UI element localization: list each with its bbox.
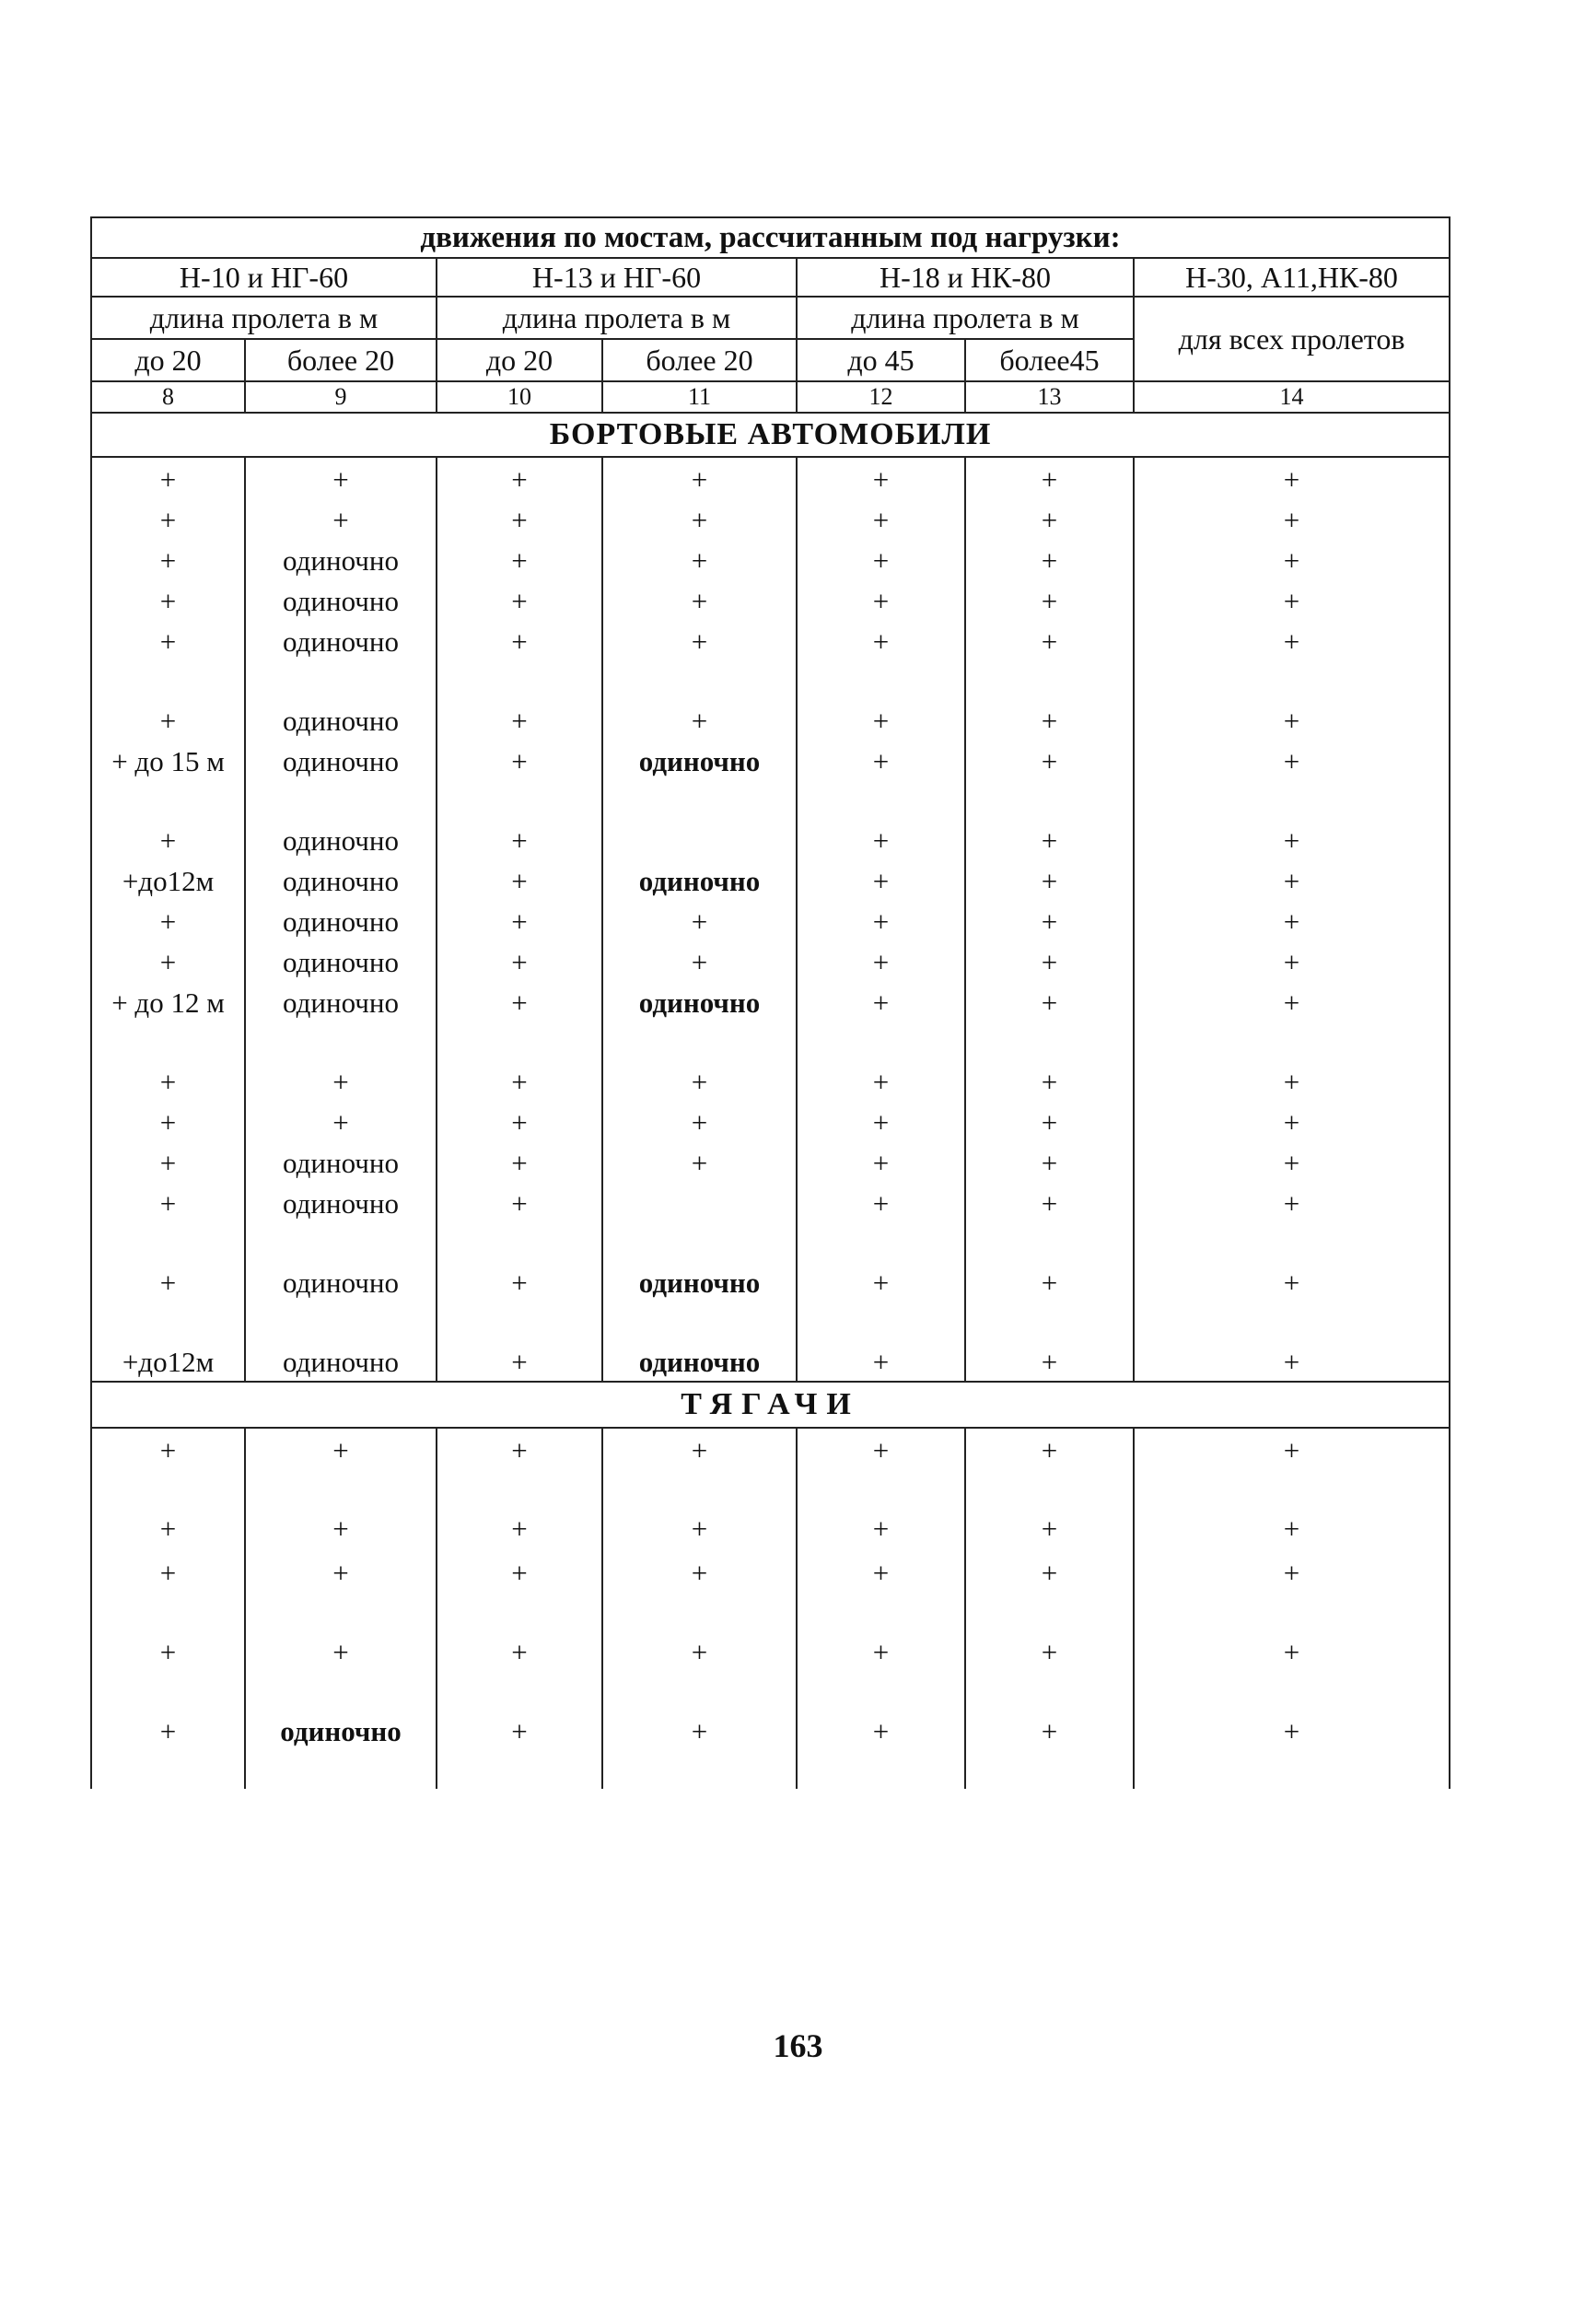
table-row [91,579,1450,620]
table-cell: + [797,1340,965,1382]
table-cell: + [797,1060,965,1101]
table-cell: + [437,1507,602,1551]
table-cell: + [797,579,965,620]
table-cell: + [602,1101,797,1141]
table-cell: + [965,1261,1134,1340]
column-number: 14 [1134,381,1450,413]
table-cell: + [797,859,965,900]
table-cell: одиночно [245,981,437,1060]
table-cell: + [91,579,245,620]
table-cell: + [437,819,602,859]
table-cell: + [245,1551,437,1630]
table-cell: + [437,740,602,819]
table-row [91,1141,1450,1182]
table-cell: + [91,1182,245,1261]
table-cell: + [965,1630,1134,1710]
table-cell: + [965,620,1134,699]
table-row [91,539,1450,579]
table-cell: + [797,1630,965,1710]
table-cell: + [1134,859,1450,900]
table-cell: + [437,620,602,699]
table-cell: одиночно [602,981,797,1060]
table-cell: + [1134,1182,1450,1261]
table-cell: + [437,1340,602,1382]
span-label-all: для всех пролетов [1134,297,1450,381]
table-cell: + [1134,1710,1450,1789]
table-cell: + [965,859,1134,900]
table-cell: + [797,1182,965,1261]
table-cell: + [602,539,797,579]
section-body-tractors [91,1428,1450,1789]
subheader-col11: более 20 [602,339,797,381]
table-cell: + [602,900,797,940]
table-cell: + [797,1141,965,1182]
subheader-col8: до 20 [91,339,245,381]
table-cell: + [437,1261,602,1340]
subheader-col9: более 20 [245,339,437,381]
table-row [91,457,1450,498]
table-cell: + [245,1060,437,1101]
table-cell [602,1182,797,1261]
table-cell: + [437,981,602,1060]
table-cell: + [602,1551,797,1630]
table-cell: + [437,699,602,740]
table-cell: + [602,699,797,740]
table-row [91,981,1450,1060]
table-cell: + [1134,1428,1450,1507]
table-cell: + [1134,539,1450,579]
table-cell: + [602,620,797,699]
table-cell: + [91,1507,245,1551]
table-cell: + [797,1101,965,1141]
table-cell: + [1134,900,1450,940]
table-cell: одиночно [602,1261,797,1340]
table-row [91,1507,1450,1551]
table-cell: + [965,539,1134,579]
table-cell: + [965,940,1134,981]
page-number: 163 [773,2027,823,2064]
subheader-col13: более45 [965,339,1134,381]
table-cell: одиночно [245,1261,437,1340]
table-cell: + [1134,579,1450,620]
span-label-n13: длина пролета в м [437,297,797,339]
table-cell: + [602,1710,797,1789]
table-cell: + [602,1141,797,1182]
group-header-n13: Н-13 и НГ-60 [437,258,797,297]
table-row [91,620,1450,699]
table-cell: + [91,1261,245,1340]
table-cell: +до12м [91,1340,245,1382]
table-cell: одиночно [245,699,437,740]
table-cell: + [1134,940,1450,981]
table-cell: + [965,1507,1134,1551]
table-cell: одиночно [245,740,437,819]
column-number: 12 [797,381,965,413]
table-cell: + до 15 м [91,740,245,819]
table-cell: + [965,1551,1134,1630]
table-cell: + [245,498,437,539]
table-cell: + [1134,699,1450,740]
table-row [91,740,1450,819]
table-row [91,1261,1450,1340]
table-cell: + [437,900,602,940]
table-cell: + [437,1141,602,1182]
table-cell: + [437,1428,602,1507]
table-cell: + [245,1630,437,1710]
table-cell: + [437,457,602,498]
table-cell: + [1134,981,1450,1060]
table-cell: + [437,1710,602,1789]
table-cell: одиночно [602,740,797,819]
table-cell: + [91,1710,245,1789]
table-cell: + [91,1060,245,1101]
column-number: 13 [965,381,1134,413]
section-body-flatbed-trucks [91,457,1450,1382]
bridge-load-table [90,216,1450,1789]
section-title-flatbed-trucks: БОРТОВЫЕ АВТОМОБИЛИ [91,413,1450,457]
table-cell: + [91,1551,245,1630]
table-cell: + [965,1428,1134,1507]
table-cell: + [965,457,1134,498]
table-cell: + [797,1507,965,1551]
table-cell: + [965,579,1134,620]
table-cell: + [91,1141,245,1182]
table-cell: + [602,1060,797,1101]
table-cell: + [1134,1060,1450,1101]
table-cell: + [965,740,1134,819]
table-cell: + [1134,1141,1450,1182]
table-cell: + [437,940,602,981]
column-number: 8 [91,381,245,413]
table-cell [602,819,797,859]
table-cell: + [437,1630,602,1710]
table-cell: + [602,940,797,981]
table-cell: + [437,859,602,900]
table-cell: + [965,1101,1134,1141]
table-cell: одиночно [245,620,437,699]
table-cell: одиночно [245,579,437,620]
table-cell: + [797,1551,965,1630]
table-cell: + [1134,620,1450,699]
column-number: 9 [245,381,437,413]
table-cell: одиночно [602,1340,797,1382]
table-row [91,1060,1450,1101]
table-cell: + [437,498,602,539]
table-cell: одиночно [245,859,437,900]
table-cell: + [797,457,965,498]
table-cell: одиночно [245,819,437,859]
table-cell: + [797,819,965,859]
table-cell: + [91,940,245,981]
table-cell: + [797,1710,965,1789]
table-cell: + [91,620,245,699]
table-cell: + [91,539,245,579]
table-row [91,1182,1450,1261]
table-cell: + [437,1182,602,1261]
table-cell: одиночно [245,900,437,940]
table-cell: + [437,539,602,579]
span-label-n18: длина пролета в м [797,297,1134,339]
table-cell: + [965,498,1134,539]
table-cell: + [1134,1340,1450,1382]
table-cell: + [91,1101,245,1141]
table-row [91,699,1450,740]
table-row [91,1630,1450,1710]
table-cell: + [965,900,1134,940]
table-cell: одиночно [245,539,437,579]
table-cell: + [245,457,437,498]
table-cell: + [965,1710,1134,1789]
table-cell: + [602,1630,797,1710]
column-number: 10 [437,381,602,413]
table-cell: одиночно [245,1710,437,1789]
span-label-n10: длина пролета в м [91,297,437,339]
table-cell: + [437,1101,602,1141]
table-cell: + [602,1428,797,1507]
table-cell: + [91,1428,245,1507]
table-row [91,1340,1450,1382]
table-cell: + [797,1428,965,1507]
table-row [91,940,1450,981]
table-row [91,1551,1450,1630]
table-cell: + [1134,1630,1450,1710]
table-cell: одиночно [245,940,437,981]
table-cell: + [797,1261,965,1340]
table-cell: + [965,819,1134,859]
table-cell: + [797,539,965,579]
table-cell: + [1134,1101,1450,1141]
table-cell: одиночно [245,1340,437,1382]
table-cell: + [797,498,965,539]
table-row [91,1428,1450,1507]
table-cell: + [965,1340,1134,1382]
table-cell: + [1134,1507,1450,1551]
subheader-col10: до 20 [437,339,602,381]
table-cell: + [91,900,245,940]
table-cell: + [797,740,965,819]
table-cell: + [965,1060,1134,1101]
subheader-col12: до 45 [797,339,965,381]
table-cell: + [437,579,602,620]
table-title: движения по мостам, рассчитанным под нагрузки: [91,217,1450,258]
table-cell: + [965,1141,1134,1182]
table-cell: + [91,498,245,539]
table-cell: + [797,620,965,699]
table-row [91,819,1450,859]
table-cell: + [965,1182,1134,1261]
table-cell: + [1134,1551,1450,1630]
table-cell: + [91,457,245,498]
group-header-n10: Н-10 и НГ-60 [91,258,437,297]
table-cell: + [602,579,797,620]
table-row [91,900,1450,940]
table-cell: одиночно [602,859,797,900]
table-cell: + [602,457,797,498]
table-cell: + [797,940,965,981]
table-cell: + [1134,457,1450,498]
table-cell: +до12м [91,859,245,900]
table-cell: одиночно [245,1141,437,1182]
table-row [91,1101,1450,1141]
table-cell: одиночно [245,1182,437,1261]
table-cell: + [91,1630,245,1710]
table-cell: + [797,981,965,1060]
group-header-n18: Н-18 и НК-80 [797,258,1134,297]
table-cell: + [245,1428,437,1507]
table-cell: + [965,981,1134,1060]
table-cell: + [965,699,1134,740]
table-cell: + [245,1101,437,1141]
table-cell: + [1134,498,1450,539]
table-cell: + [437,1060,602,1101]
table-cell: + [797,699,965,740]
table-cell: + [91,819,245,859]
table-row [91,859,1450,900]
table-cell: + [602,498,797,539]
table-cell: + [797,900,965,940]
table-cell: + [245,1507,437,1551]
table-cell: + [602,1507,797,1551]
table-cell: + [91,699,245,740]
table-cell: + [1134,740,1450,819]
table-row [91,498,1450,539]
table-row [91,1710,1450,1789]
table-cell: + [437,1551,602,1630]
table-cell: + [1134,1261,1450,1340]
column-number: 11 [602,381,797,413]
section-title-tractors: ТЯГАЧИ [91,1382,1450,1428]
table-cell: + до 12 м [91,981,245,1060]
group-header-n30: Н-30, А11,НК-80 [1134,258,1450,297]
table-cell: + [1134,819,1450,859]
